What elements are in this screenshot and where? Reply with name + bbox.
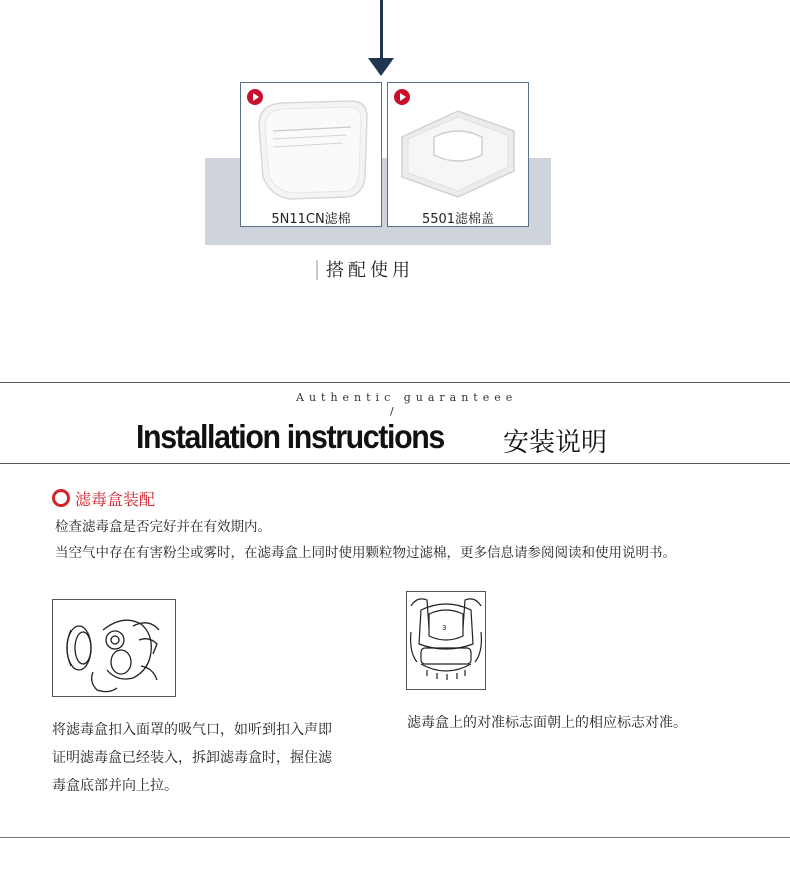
product-label: 5501滤棉盖 <box>421 212 495 227</box>
divider <box>0 463 790 464</box>
alignment-mark-number: 3 <box>442 624 447 632</box>
ring-bullet-icon <box>52 489 70 507</box>
product-card-retainer[interactable] <box>387 82 529 227</box>
pairing-caption: 搭配使用 <box>326 260 414 281</box>
page-title-english: Installation instructions <box>136 418 444 455</box>
divider <box>0 837 790 838</box>
instruction-text: 检查滤毒盒是否完好并在有效期内。 <box>55 519 271 535</box>
filter-pad-image <box>251 97 371 207</box>
page-title-chinese: 安装说明 <box>503 428 608 458</box>
section-title: 滤毒盒装配 <box>75 490 156 509</box>
cartridge-attach-illustration <box>52 599 176 697</box>
down-arrow-icon <box>368 58 394 76</box>
filter-retainer-image <box>398 97 518 207</box>
product-card-filter[interactable] <box>240 82 382 227</box>
cartridge-alignment-illustration <box>406 591 486 690</box>
product-label: 5N11CN滤棉 <box>271 212 351 227</box>
figure-caption: 滤毒盒上的对准标志面朝上的相应标志对准。 <box>407 715 687 731</box>
divider <box>0 382 790 383</box>
header-subtitle: Authentic guaranteee <box>296 391 518 404</box>
figure-caption: 将滤毒盒扣入面罩的吸气口，如听到扣入声即证明滤毒盒已经装入，拆卸滤毒盒时，握住滤毒盒底部并向上拉。 <box>52 722 332 794</box>
instruction-text: 当空气中存在有害粉尘或雾时，在滤毒盒上同时使用颗粒物过滤棉，更多信息请参阅阅读和使用说明书。 <box>55 545 676 561</box>
down-arrow-shaft <box>380 0 383 64</box>
divider <box>316 260 318 280</box>
header-slash: / <box>390 405 394 418</box>
